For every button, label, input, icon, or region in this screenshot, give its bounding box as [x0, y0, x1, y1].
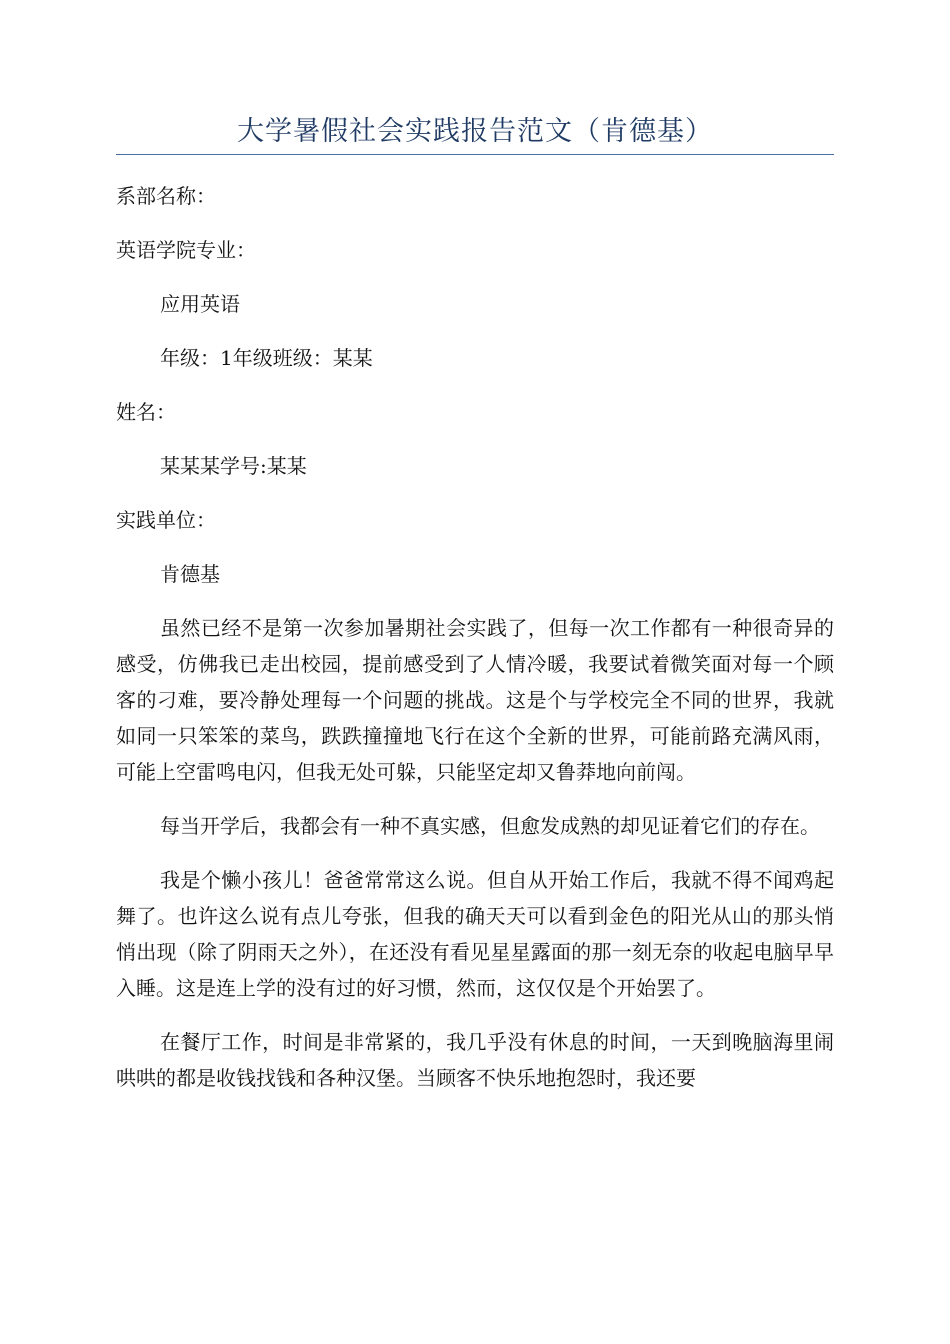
field-school-major: 英语学院专业：: [116, 238, 256, 262]
title-underline: [116, 154, 834, 155]
body-paragraph: 虽然已经不是第一次参加暑期社会实践了，但每一次工作都有一种很奇异的感受，仿佛我已走出校园，提前感受到了人情冷暖，我要试着微笑面对每一个顾客的刁难，要冷静处理每一个问题的挑战。这是个与学校完全不同的世界，我就如同一只笨笨的菜鸟，跌跌撞撞地飞行在这个全新的世界，可能前路充满风雨，可能上空雷鸣电闪，但我无处可躲，只能坚定却又鲁莽地向前闯。: [116, 616, 834, 784]
field-practice-unit-value: 肯德基: [160, 562, 220, 586]
document-body: [116, 178, 834, 1114]
field-major-value: 应用英语: [160, 292, 240, 316]
body-paragraph: 每当开学后，我都会有一种不真实感，但愈发成熟的却见证着它们的存在。: [160, 814, 820, 838]
body-paragraph: 在餐厅工作，时间是非常紧的，我几乎没有休息的时间，一天到晚脑海里闹哄哄的都是收钱找钱和各种汉堡。当顾客不快乐地抱怨时，我还要: [116, 1030, 834, 1090]
field-practice-unit: 实践单位：: [116, 508, 216, 532]
body-paragraph: 我是个懒小孩儿！爸爸常常这么说。但自从开始工作后，我就不得不闻鸡起舞了。也许这么说有点儿夸张，但我的确天天可以看到金色的阳光从山的那头悄悄出现（除了阴雨天之外），在还没有看见星星露面的那一刻无奈的收起电脑早早入睡。这是连上学的没有过的好习惯，然而，这仅仅是个开始罢了。: [116, 868, 834, 1000]
field-name-student-id: 某某某学号:某某: [160, 454, 307, 478]
field-grade-class: 年级：1年级班级：某某: [160, 346, 373, 370]
field-name: 姓名：: [116, 400, 176, 424]
document-title: 大学暑假社会实践报告范文（肯德基）: [237, 116, 713, 147]
field-department: 系部名称：: [116, 184, 216, 208]
